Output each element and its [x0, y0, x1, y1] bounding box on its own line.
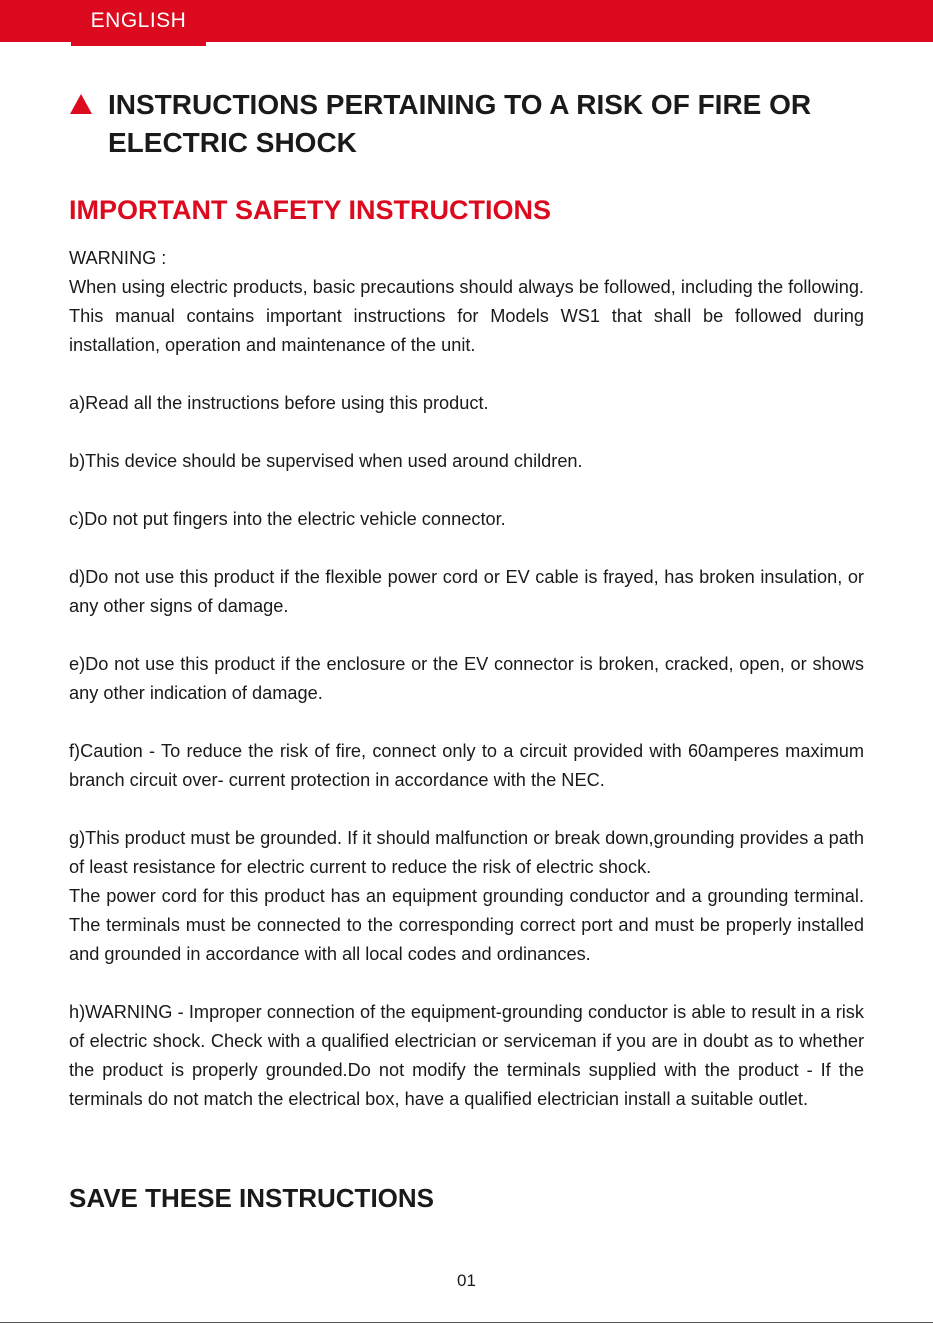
instruction-item-g-continued: The power cord for this product has an equipment grounding conductor and a grounding terminal. The terminals must be connected to the corresponding correct port and must be properly installed and grounded in accordance with all local codes and ordinances.	[69, 886, 864, 964]
instruction-item-e: e)Do not use this product if the enclosure or the EV connector is broken, cracked, open, or shows any other indication of damage.	[69, 654, 864, 703]
bottom-divider	[0, 1322, 933, 1323]
warning-triangle-icon	[70, 94, 92, 114]
instructions-body	[69, 244, 864, 1143]
instruction-item-c: c)Do not put fingers into the electric vehicle connector.	[69, 509, 506, 529]
page-number: 01	[457, 1271, 476, 1290]
instruction-item-f: f)Caution - To reduce the risk of fire, connect only to a circuit provided with 60amperes maximum branch circuit over- current protection in accordance with the NEC.	[69, 741, 864, 790]
instruction-item-d: d)Do not use this product if the flexible power cord or EV cable is frayed, has broken insulation, or any other signs of damage.	[69, 567, 864, 616]
main-heading	[70, 86, 870, 162]
instruction-item-h: h)WARNING - Improper connection of the equipment-grounding conductor is able to result in a risk of electric shock. Check with a qualified electrician or serviceman if you are in doubt as to whether the product is properly grounded.Do not modify the terminals supplied with the product - If the terminals do not match the electrical box, have a qualified electrician install a suitable outlet.	[69, 1002, 864, 1109]
main-heading-text: INSTRUCTIONS PERTAINING TO A RISK OF FIRE OR ELECTRIC SHOCK	[108, 89, 812, 158]
instruction-item-a: a)Read all the instructions before using this product.	[69, 393, 489, 413]
section-title: IMPORTANT SAFETY INSTRUCTIONS	[69, 195, 552, 225]
language-tab[interactable]	[71, 0, 206, 50]
language-tab-label: ENGLISH	[90, 9, 187, 32]
instruction-item-b: b)This device should be supervised when used around children.	[69, 451, 583, 471]
warning-label: WARNING :	[69, 248, 167, 268]
save-instructions-title: SAVE THESE INSTRUCTIONS	[69, 1183, 435, 1213]
instruction-item-g: g)This product must be grounded. If it should malfunction or break down,grounding provides a path of least resistance for electric current to reduce the risk of electric shock.	[69, 828, 864, 877]
intro-paragraph: When using electric products, basic precautions should always be followed, including the following. This manual contains important instructions for Models WS1 that shall be followed during installation, operation and maintenance of the unit.	[69, 277, 864, 355]
